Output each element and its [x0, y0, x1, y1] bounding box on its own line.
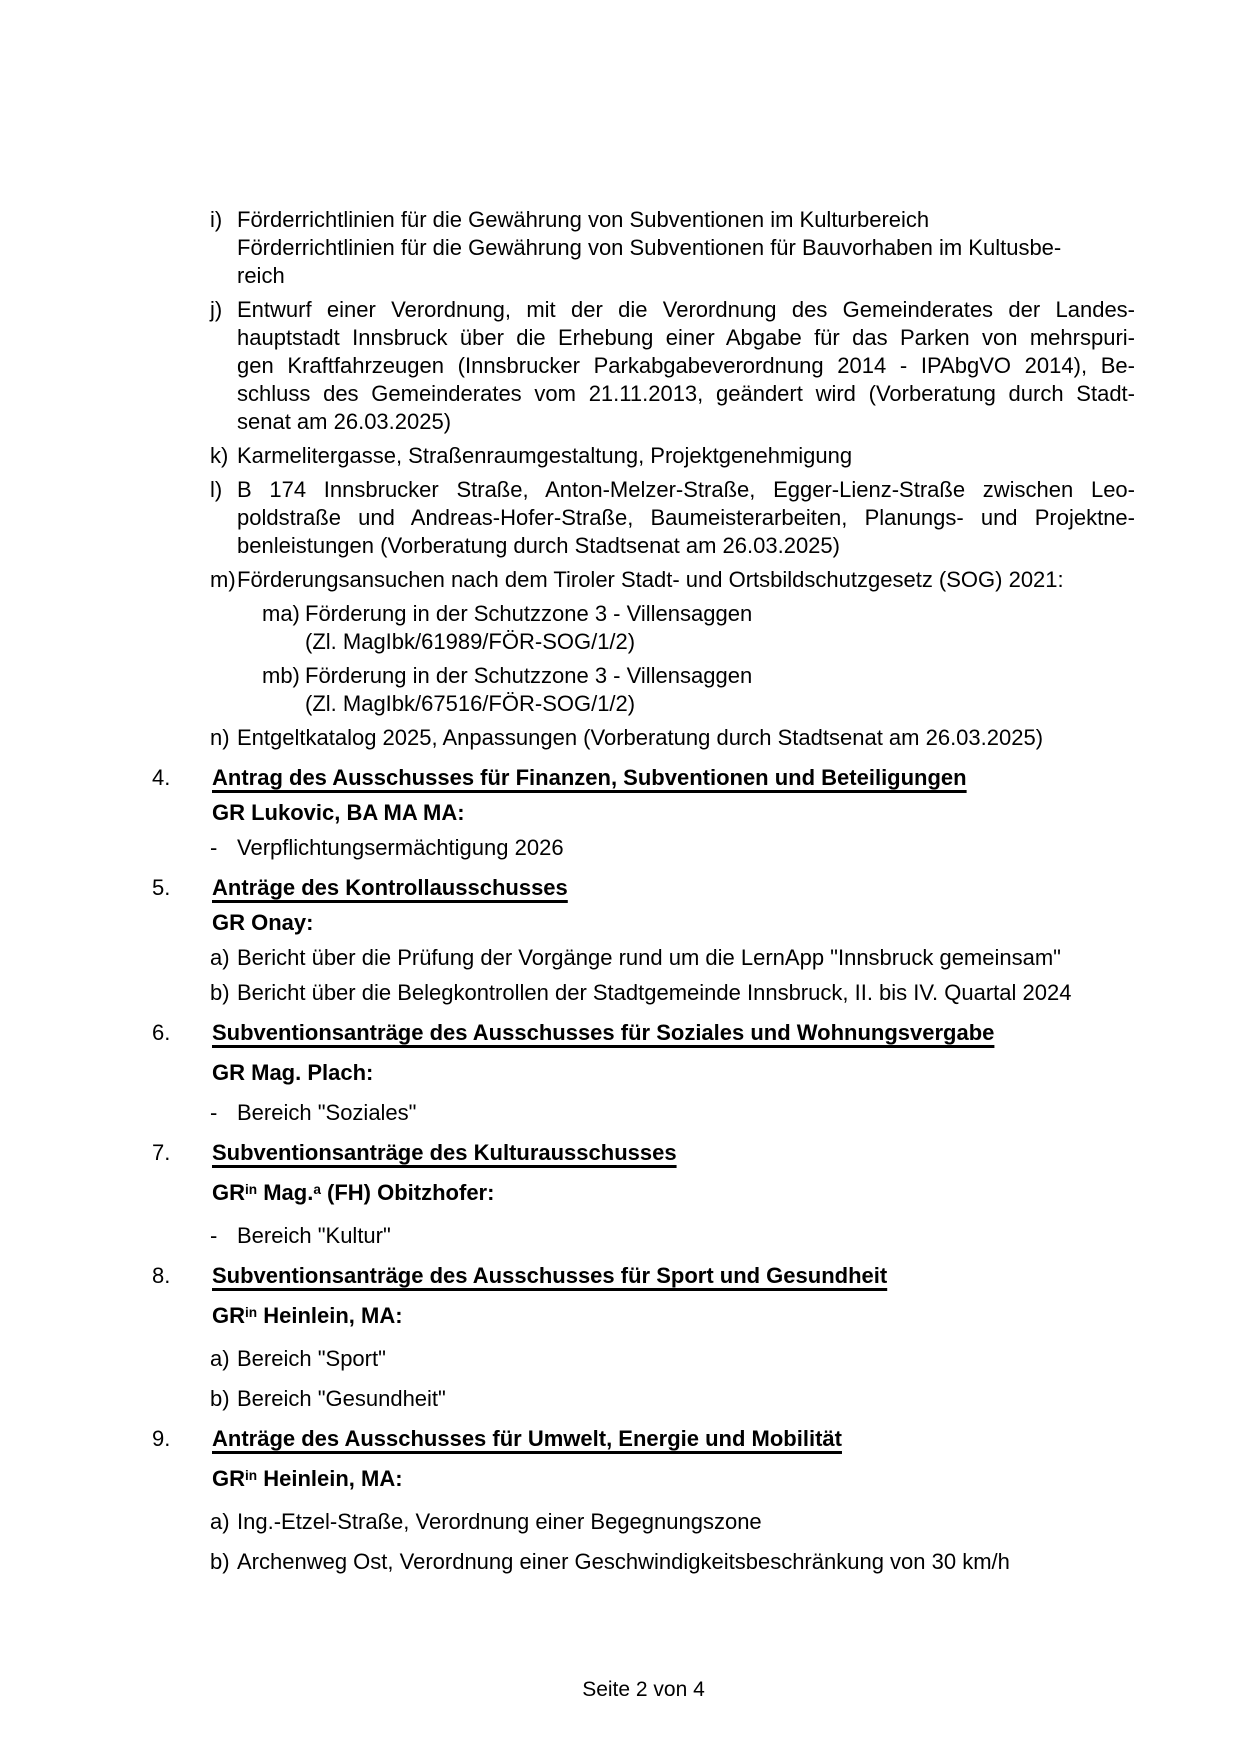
- item-line: schluss des Gemeinderates vom 21.11.2013, geändert wird (Vorberatung durch Stadt-: [237, 381, 1135, 406]
- agenda-subpoint-i: [152, 206, 1135, 290]
- item-line: Karmelitergasse, Straßenraumgestaltung, Projektgenehmigung: [237, 443, 853, 468]
- agenda-item: [152, 1222, 1135, 1250]
- presenter-superscript: in: [245, 1181, 258, 1197]
- item-line: Entwurf einer Verordnung, mit der die Verordnung des Gemeinderates der Landes-: [237, 297, 1135, 322]
- item-marker: -: [210, 1223, 218, 1248]
- agenda-item: [152, 834, 1135, 862]
- presenter-name: GR: [212, 1466, 245, 1491]
- item-text: Ing.-Etzel-Straße, Verordnung einer Begegnungszone: [237, 1509, 762, 1534]
- item-line: poldstraße und Andreas-Hofer-Straße, Baumeisterarbeiten, Planungs- und Projektne-: [237, 505, 1135, 530]
- presenter-line: [152, 1302, 1135, 1333]
- item-line: Förderung in der Schutzzone 3 - Villensaggen: [305, 663, 753, 688]
- page-footer: [152, 1676, 1135, 1704]
- presenter-name: GR Lukovic, BA MA MA:: [212, 800, 465, 825]
- section-title: Anträge des Ausschusses für Umwelt, Energie und Mobilität: [212, 1426, 842, 1451]
- section-7: [152, 1139, 1135, 1250]
- section-heading: [152, 874, 1135, 902]
- presenter-superscript: a: [313, 1181, 321, 1197]
- agenda-item: [152, 979, 1135, 1007]
- agenda-item: [152, 1548, 1135, 1576]
- item-marker: a): [210, 1509, 230, 1534]
- item-marker: k): [210, 443, 229, 468]
- item-line: Förderungsansuchen nach dem Tiroler Stadt- und Ortsbildschutzgesetz (SOG) 2021:: [237, 567, 1064, 592]
- section-title: Anträge des Kontrollausschusses: [212, 875, 568, 900]
- section-heading: [152, 1425, 1135, 1453]
- item-marker: -: [210, 1100, 218, 1125]
- item-line: gen Kraftfahrzeugen (Innsbrucker Parkabgabeverordnung 2014 - IPAbgVO 2014), Be-: [237, 353, 1135, 378]
- item-line: Förderrichtlinien für die Gewährung von Subventionen für Bauvorhaben im Kultusbe-: [237, 235, 1062, 260]
- section-number: 9.: [152, 1426, 171, 1451]
- item-marker: i): [210, 207, 223, 232]
- section-heading: [152, 1262, 1135, 1290]
- item-line: hauptstadt Innsbruck über die Erhebung einer Abgabe für das Parken von mehrspuri-: [237, 325, 1135, 350]
- section-title: Subventionsanträge des Kulturausschusses: [212, 1140, 677, 1165]
- item-line: benleistungen (Vorberatung durch Stadtsenat am 26.03.2025): [237, 533, 840, 558]
- section-heading: [152, 764, 1135, 792]
- section-number: 5.: [152, 875, 171, 900]
- item-marker: b): [210, 1549, 230, 1574]
- item-line: Förderrichtlinien für die Gewährung von Subventionen im Kulturbereich: [237, 207, 930, 232]
- page-number: Seite 2 von 4: [582, 1678, 705, 1701]
- presenter-name: GR Onay:: [212, 910, 314, 935]
- agenda-subpoint-j: [152, 296, 1135, 436]
- agenda-subpoint-k: [152, 442, 1135, 470]
- agenda-subpoint-ma: [152, 600, 1135, 656]
- presenter-name: GR: [212, 1180, 245, 1205]
- section-9: [152, 1425, 1135, 1576]
- item-marker: a): [210, 1346, 230, 1371]
- item-line: reich: [237, 263, 285, 288]
- item-line: B 174 Innsbrucker Straße, Anton-Melzer-Straße, Egger-Lienz-Straße zwischen Leo-: [237, 477, 1135, 502]
- item-marker: mb): [262, 663, 300, 688]
- section-number: 4.: [152, 765, 171, 790]
- item-text: Verpflichtungsermächtigung 2026: [237, 835, 564, 860]
- presenter-name: Heinlein, MA:: [257, 1303, 403, 1328]
- item-line: Entgeltkatalog 2025, Anpassungen (Vorberatung durch Stadtsenat am 26.03.2025): [237, 725, 1044, 750]
- section-title: Antrag des Ausschusses für Finanzen, Subventionen und Beteiligungen: [212, 765, 967, 790]
- agenda-subpoint-m: [152, 566, 1135, 594]
- presenter-superscript: in: [245, 1304, 258, 1320]
- agenda-item: [152, 1385, 1135, 1413]
- presenter-name: GR: [212, 1303, 245, 1328]
- section-number: 8.: [152, 1263, 171, 1288]
- agenda-item: [152, 944, 1135, 972]
- presenter-name: Heinlein, MA:: [257, 1466, 403, 1491]
- section-5: [152, 874, 1135, 1007]
- presenter-line: [152, 909, 1135, 937]
- document-content: [152, 206, 1135, 1576]
- section-4: [152, 764, 1135, 862]
- section-8: [152, 1262, 1135, 1413]
- agenda-item: [152, 1345, 1135, 1373]
- presenter-line: [152, 799, 1135, 827]
- item-text: Bereich "Soziales": [237, 1100, 417, 1125]
- item-marker: j): [210, 297, 223, 322]
- item-text: Bericht über die Belegkontrollen der Stadtgemeinde Innsbruck, II. bis IV. Quartal 2024: [237, 980, 1072, 1005]
- agenda-item: [152, 1508, 1135, 1536]
- item-marker: n): [210, 725, 230, 750]
- item-marker: -: [210, 835, 218, 860]
- section-title: Subventionsanträge des Ausschusses für Soziales und Wohnungsvergabe: [212, 1020, 995, 1045]
- presenter-name: Mag.: [257, 1180, 314, 1205]
- item-marker: l): [210, 477, 223, 502]
- item-line: senat am 26.03.2025): [237, 409, 452, 434]
- section-heading: [152, 1139, 1135, 1167]
- item-text: Bereich "Gesundheit": [237, 1386, 446, 1411]
- item-text: Bericht über die Prüfung der Vorgänge rund um die LernApp "Innsbruck gemeinsam": [237, 945, 1061, 970]
- section-number: 6.: [152, 1020, 171, 1045]
- item-marker: a): [210, 945, 230, 970]
- item-marker: m): [210, 567, 236, 592]
- presenter-line: [152, 1465, 1135, 1496]
- item-text: Bereich "Kultur": [237, 1223, 391, 1248]
- agenda-subpoint-mb: [152, 662, 1135, 718]
- item-line: (Zl. MagIbk/61989/FÖR-SOG/1/2): [305, 629, 636, 654]
- presenter-name: GR Mag. Plach:: [212, 1060, 374, 1085]
- item-marker: b): [210, 980, 230, 1005]
- agenda-subpoint-n: [152, 724, 1135, 752]
- item-line: Förderung in der Schutzzone 3 - Villensaggen: [305, 601, 753, 626]
- item-text: Bereich "Sport": [237, 1346, 386, 1371]
- section-heading: [152, 1019, 1135, 1047]
- presenter-name: (FH) Obitzhofer:: [320, 1180, 495, 1205]
- presenter-line: [152, 1059, 1135, 1087]
- agenda-item: [152, 1099, 1135, 1127]
- item-line: (Zl. MagIbk/67516/FÖR-SOG/1/2): [305, 691, 636, 716]
- section-title: Subventionsanträge des Ausschusses für Sport und Gesundheit: [212, 1263, 888, 1288]
- agenda-subpoint-l: [152, 476, 1135, 560]
- item-marker: b): [210, 1386, 230, 1411]
- presenter-superscript: in: [245, 1467, 258, 1483]
- section-number: 7.: [152, 1140, 171, 1165]
- section-6: [152, 1019, 1135, 1127]
- item-text: Archenweg Ost, Verordnung einer Geschwindigkeitsbeschränkung von 30 km/h: [237, 1549, 1010, 1574]
- item-marker: ma): [262, 601, 300, 626]
- presenter-line: [152, 1179, 1135, 1210]
